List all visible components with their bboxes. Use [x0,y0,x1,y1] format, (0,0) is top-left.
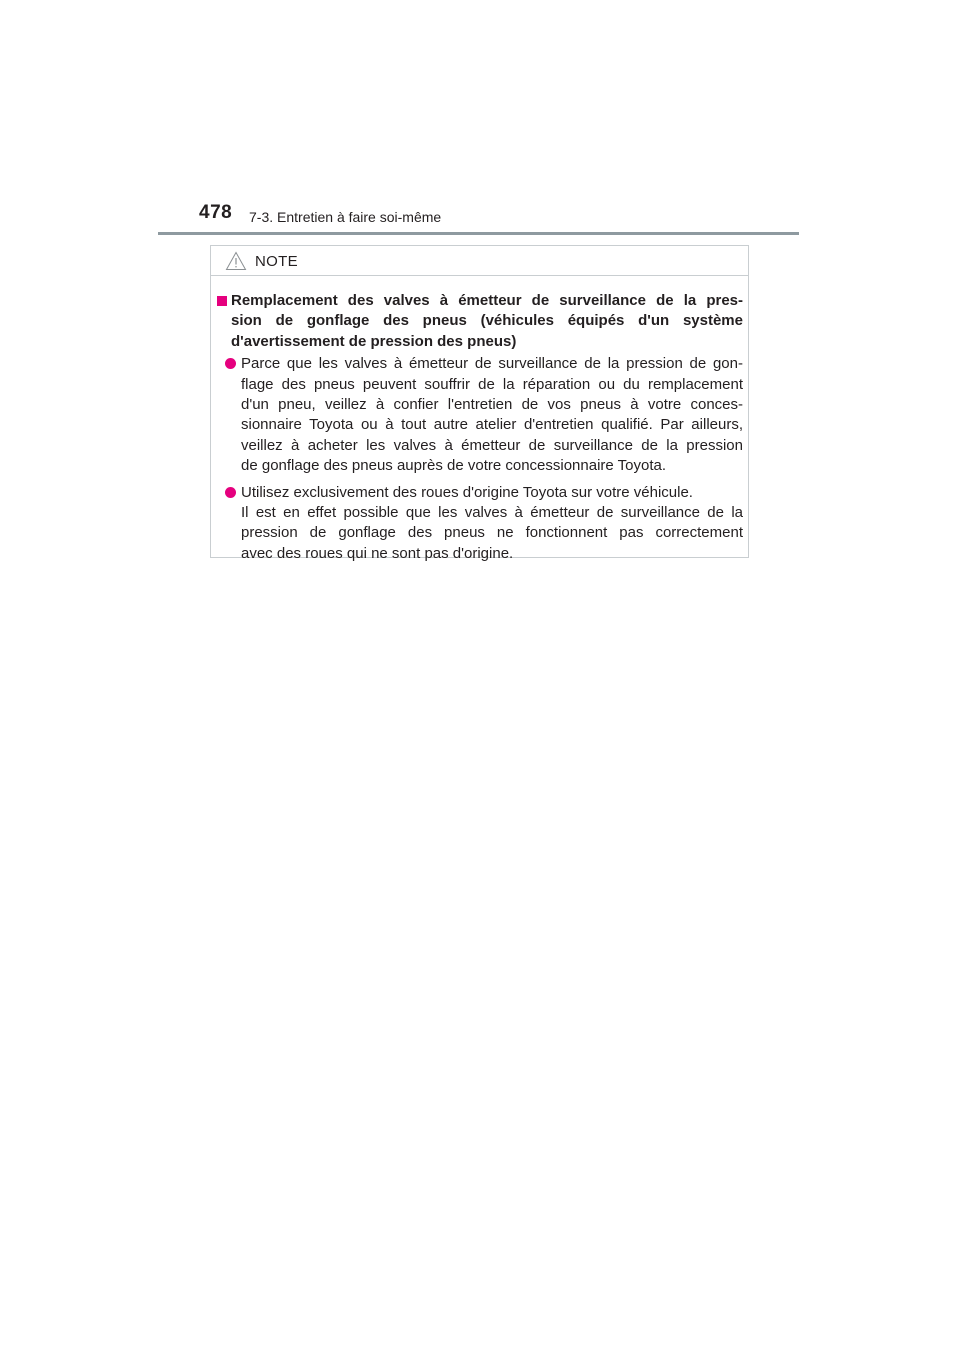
text-line: Il est en effet possible que les valves à émetteur de surveillance de la [241,504,743,522]
warning-triangle-icon [225,251,247,271]
note-header [211,246,748,276]
header-rule [158,232,799,235]
square-bullet-icon [217,296,227,306]
note-label: NOTE [255,253,298,270]
text-line: d'un pneu, veillez à confier l'entretien de vos pneus à votre conces- [241,396,743,414]
text-line: Parce que les valves à émetteur de surveillance de la pression de gon- [241,355,743,373]
text-line: sionnaire Toyota ou à tout autre atelier d'entretien qualifié. Par ailleurs, [241,416,743,434]
bullet-text [241,354,743,476]
heading-line: Remplacement des valves à émetteur de surveillance de la pres- [231,292,743,309]
note-heading-text [231,291,743,352]
text-line: Utilisez exclusivement des roues d'origine Toyota sur votre véhicule. [241,483,693,501]
heading-line: d'avertissement de pression des pneus) [231,332,517,350]
note-body [217,291,743,564]
text-line: veillez à acheter les valves à émetteur de surveillance de la pression [241,436,743,454]
bullet-item [225,483,743,565]
text-line: pression de gonflage des pneus ne fonctionnent pas correctement [241,524,743,542]
bullet-text [241,483,743,565]
heading-line: sion de gonflage des pneus (véhicules équipés d'un système [231,312,743,330]
text-line: avec des roues qui ne sont pas d'origine. [241,544,514,562]
circle-bullet-icon [225,358,236,369]
text-line: flage des pneus peuvent souffrir de la réparation ou du remplacement [241,375,743,393]
note-heading [217,291,743,352]
page-number: 478 [199,202,233,223]
text-line: de gonflage des pneus auprès de votre concessionnaire Toyota. [241,457,667,475]
note-box [210,245,749,562]
circle-bullet-icon [225,487,236,498]
section-title: 7-3. Entretien à faire soi-même [249,209,442,225]
bullet-item [225,354,743,476]
